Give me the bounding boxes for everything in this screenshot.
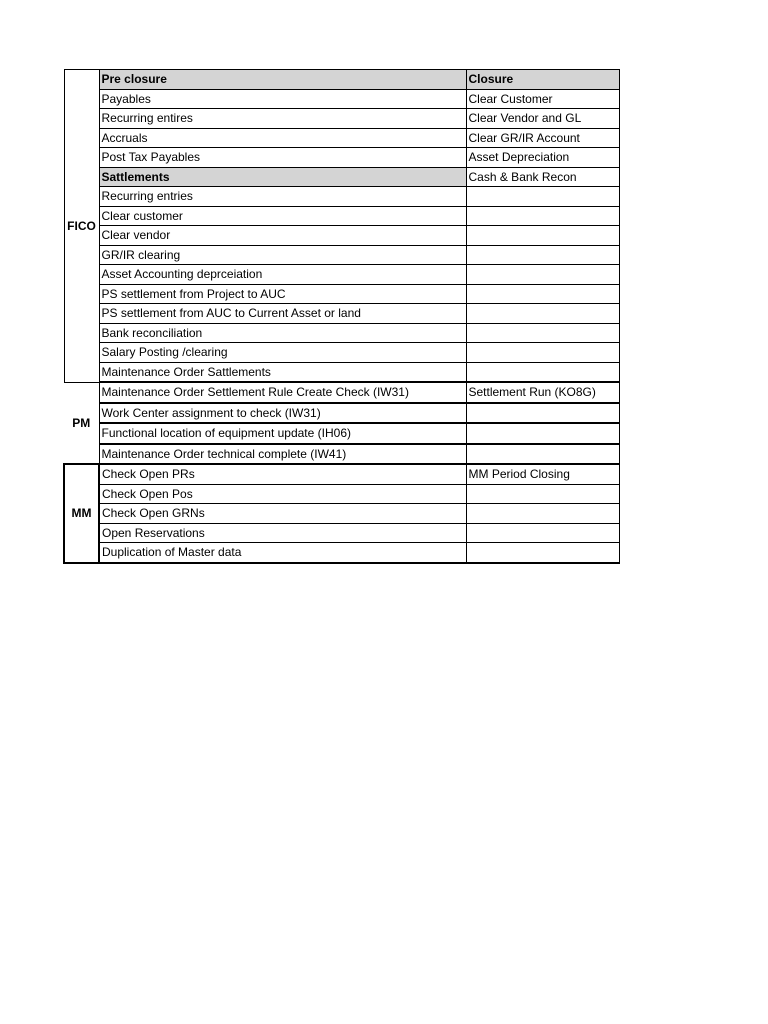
- header-closure[interactable]: Closure: [466, 70, 619, 90]
- table-row: [64, 382, 619, 403]
- group-label-fico: FICO: [64, 70, 99, 383]
- pre-closure-cell[interactable]: PS settlement from AUC to Current Asset or land: [99, 304, 466, 324]
- pre-closure-cell[interactable]: Accruals: [99, 128, 466, 148]
- table-row: [64, 403, 619, 424]
- pre-closure-cell[interactable]: Check Open Pos: [99, 484, 466, 504]
- pre-closure-cell[interactable]: Work Center assignment to check (IW31): [99, 403, 466, 424]
- pre-closure-cell[interactable]: Check Open PRs: [99, 464, 466, 484]
- pre-closure-cell[interactable]: Sattlements: [99, 167, 466, 187]
- table-row: [64, 304, 619, 324]
- closure-cell[interactable]: [466, 206, 619, 226]
- closure-cell[interactable]: [466, 423, 619, 444]
- closure-cell[interactable]: [466, 265, 619, 285]
- table-row: [64, 444, 619, 465]
- table-row: [64, 226, 619, 246]
- closure-cell[interactable]: [466, 284, 619, 304]
- pre-closure-cell[interactable]: Maintenance Order Settlement Rule Create Check (IW31): [99, 382, 466, 403]
- closure-cell[interactable]: [466, 245, 619, 265]
- closure-cell[interactable]: MM Period Closing: [466, 464, 619, 484]
- table-row: [64, 187, 619, 207]
- closure-cell[interactable]: Settlement Run (KO8G): [466, 382, 619, 403]
- closure-cell[interactable]: [466, 304, 619, 324]
- pre-closure-cell[interactable]: Open Reservations: [99, 523, 466, 543]
- pre-closure-cell[interactable]: Post Tax Payables: [99, 148, 466, 168]
- pre-closure-cell[interactable]: Maintenance Order Sattlements: [99, 362, 466, 382]
- pre-closure-cell[interactable]: PS settlement from Project to AUC: [99, 284, 466, 304]
- closure-cell[interactable]: Cash & Bank Recon: [466, 167, 619, 187]
- closure-cell[interactable]: [466, 323, 619, 343]
- pre-closure-cell[interactable]: Maintenance Order technical complete (IW41): [99, 444, 466, 465]
- closure-cell[interactable]: [466, 484, 619, 504]
- table-row: [64, 423, 619, 444]
- table-row: [64, 148, 619, 168]
- table-row: [64, 323, 619, 343]
- table-row: [64, 128, 619, 148]
- group-label-pm: PM: [64, 382, 99, 464]
- closure-cell[interactable]: Clear GR/IR Account: [466, 128, 619, 148]
- pre-closure-cell[interactable]: Asset Accounting deprceiation: [99, 265, 466, 285]
- closure-cell[interactable]: Asset Depreciation: [466, 148, 619, 168]
- closure-cell[interactable]: [466, 187, 619, 207]
- table-row: [64, 543, 619, 563]
- pre-closure-cell[interactable]: Payables: [99, 89, 466, 109]
- closing-checklist-table-wrapper: [63, 69, 620, 564]
- closure-cell[interactable]: [466, 523, 619, 543]
- closure-cell[interactable]: Clear Customer: [466, 89, 619, 109]
- pre-closure-cell[interactable]: Clear customer: [99, 206, 466, 226]
- pre-closure-cell[interactable]: Bank reconciliation: [99, 323, 466, 343]
- closing-checklist-table: [63, 69, 620, 564]
- table-row: [64, 206, 619, 226]
- table-row: [64, 362, 619, 382]
- pre-closure-cell[interactable]: Duplication of Master data: [99, 543, 466, 563]
- closure-cell[interactable]: [466, 343, 619, 363]
- closure-cell[interactable]: [466, 543, 619, 563]
- pre-closure-cell[interactable]: Recurring entires: [99, 109, 466, 129]
- header-pre-closure[interactable]: Pre closure: [99, 70, 466, 90]
- table-row: [64, 265, 619, 285]
- pre-closure-cell[interactable]: Functional location of equipment update (IH06): [99, 423, 466, 444]
- header-row: [64, 70, 619, 90]
- table-row: [64, 284, 619, 304]
- group-label-mm: MM: [64, 464, 99, 563]
- table-row: [64, 464, 619, 484]
- closure-cell[interactable]: [466, 444, 619, 465]
- table-row: [64, 109, 619, 129]
- closure-cell[interactable]: [466, 403, 619, 424]
- table-row: [64, 523, 619, 543]
- pre-closure-cell[interactable]: Recurring entries: [99, 187, 466, 207]
- closure-cell[interactable]: Clear Vendor and GL: [466, 109, 619, 129]
- closure-cell[interactable]: [466, 226, 619, 246]
- table-row: [64, 343, 619, 363]
- pre-closure-cell[interactable]: Salary Posting /clearing: [99, 343, 466, 363]
- table-row: [64, 89, 619, 109]
- pre-closure-cell[interactable]: Clear vendor: [99, 226, 466, 246]
- table-row: [64, 504, 619, 524]
- pre-closure-cell[interactable]: GR/IR clearing: [99, 245, 466, 265]
- closure-cell[interactable]: [466, 362, 619, 382]
- closure-cell[interactable]: [466, 504, 619, 524]
- table-row: [64, 167, 619, 187]
- table-row: [64, 484, 619, 504]
- pre-closure-cell[interactable]: Check Open GRNs: [99, 504, 466, 524]
- table-row: [64, 245, 619, 265]
